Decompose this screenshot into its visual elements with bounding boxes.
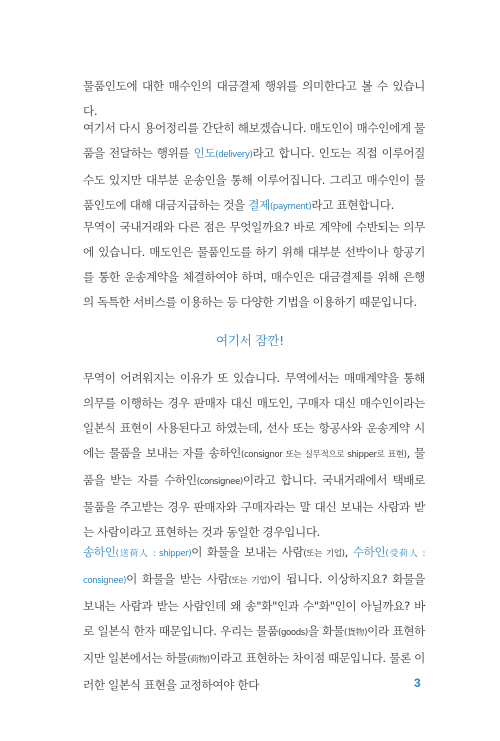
text-run: 이 화물을 받는 사람 xyxy=(126,572,229,586)
term-payment-korean: 결제 xyxy=(248,198,270,212)
text-note: (荷物) xyxy=(187,655,210,665)
text-note: (또는 기업) xyxy=(228,576,271,586)
term-delivery-korean: 인도 xyxy=(193,146,216,160)
term-consignee-korean: 수하인 xyxy=(352,545,386,559)
paragraph-2 xyxy=(83,116,425,220)
text-run: 이라고 표현하는 차이점 때문입니다. 물론 이러한 일본식 표현을 교정하여야 한다 xyxy=(83,651,425,692)
text-run: 무역이 어려워지는 이유가 또 있습니다. 무역에서는 매매계약을 통해 의무를 이행하는 경우 판매자 대신 매도인, 구매자 대신 매수인이라는 일본식 표현이 사용된다고 하였는데, 선사 또는 항공사와 운송계약 시에는 물품을 보내는 자를 송하인 xyxy=(83,371,425,460)
term-shipper-korean: 송하인 xyxy=(83,545,116,559)
text-run: 라고 합니다. 인도는 직접 이루어질 수도 있지만 대부분 운송인을 통해 이루어집니다. 그리고 매수인이 물품인도에 대해 대금지급하는 것을 xyxy=(83,146,425,212)
text-note: (貨物) xyxy=(344,628,368,638)
text-run: 을 화물 xyxy=(307,624,344,638)
consignor-note: (consignor 또는 실무적으로 shipper로 표현) xyxy=(241,450,407,460)
text-run: 이 화물을 보내는 사람 xyxy=(191,545,304,559)
text-run: , 물품을 받는 자를 수하인 xyxy=(83,446,425,487)
section-heading: 여기서 잠깐! xyxy=(216,333,284,348)
term-shipper-note: (送荷人 : shipper) xyxy=(115,549,192,559)
page-number: 3 xyxy=(414,676,421,690)
paragraph-1-text: 물품인도에 대한 매수인의 대금결제 행위를 의미한다고 볼 수 있습니다. xyxy=(83,79,425,118)
term-delivery-english: (delivery) xyxy=(215,150,253,160)
text-run: 라고 표현합니다. xyxy=(311,198,394,212)
text-run: 여기서 다시 용어정리를 간단히 해보겠습니다. 매도인이 매수인에게 물품을 전달하는 행위를 xyxy=(83,121,425,160)
paragraph-3-text: 무역이 국내거래와 다른 점은 무엇일까요? 바로 계약에 수반되는 의무에 있습니다. 매도인은 물품인도를 하기 위해 대부분 선박이나 항공기를 통한 운송계약을 체결하여야 하며, 매수인은 대금결제를 위해 은행의 독특한 서비스를 이용하는 등 다양한 기법을 이용하기 때문입니다. xyxy=(83,220,425,309)
text-note: (또는 기업) xyxy=(303,549,345,559)
consignee-note: (consignee) xyxy=(196,477,243,487)
text-run: 이 됩니다. 이상하지요? 화물을 보내는 사람과 받는 사람인데 왜 송"화"인과 수"화"인이 아닐까요? 바로 일본식 한자 때문입니다. 우리는 물품 xyxy=(83,572,425,638)
paragraph-5 xyxy=(83,540,425,698)
text-run: 이라 표현하지만 일본에서는 하물 xyxy=(83,624,426,665)
term-payment-english: (payment) xyxy=(269,202,312,212)
paragraph-3 xyxy=(83,215,425,315)
paragraph-4 xyxy=(83,366,425,545)
text-run: 이라고 합니다. 국내거래에서 택배로 물품을 주고받는 경우 판매자와 구매자라는 말 대신 보내는 사람과 받는 사람이라고 표현하는 것과 동일한 경우입니다. xyxy=(83,473,425,539)
term-consignee-note: (受荷人 : consignee) xyxy=(83,549,426,586)
text-run: , xyxy=(344,545,353,559)
text-note: (goods) xyxy=(278,628,308,638)
